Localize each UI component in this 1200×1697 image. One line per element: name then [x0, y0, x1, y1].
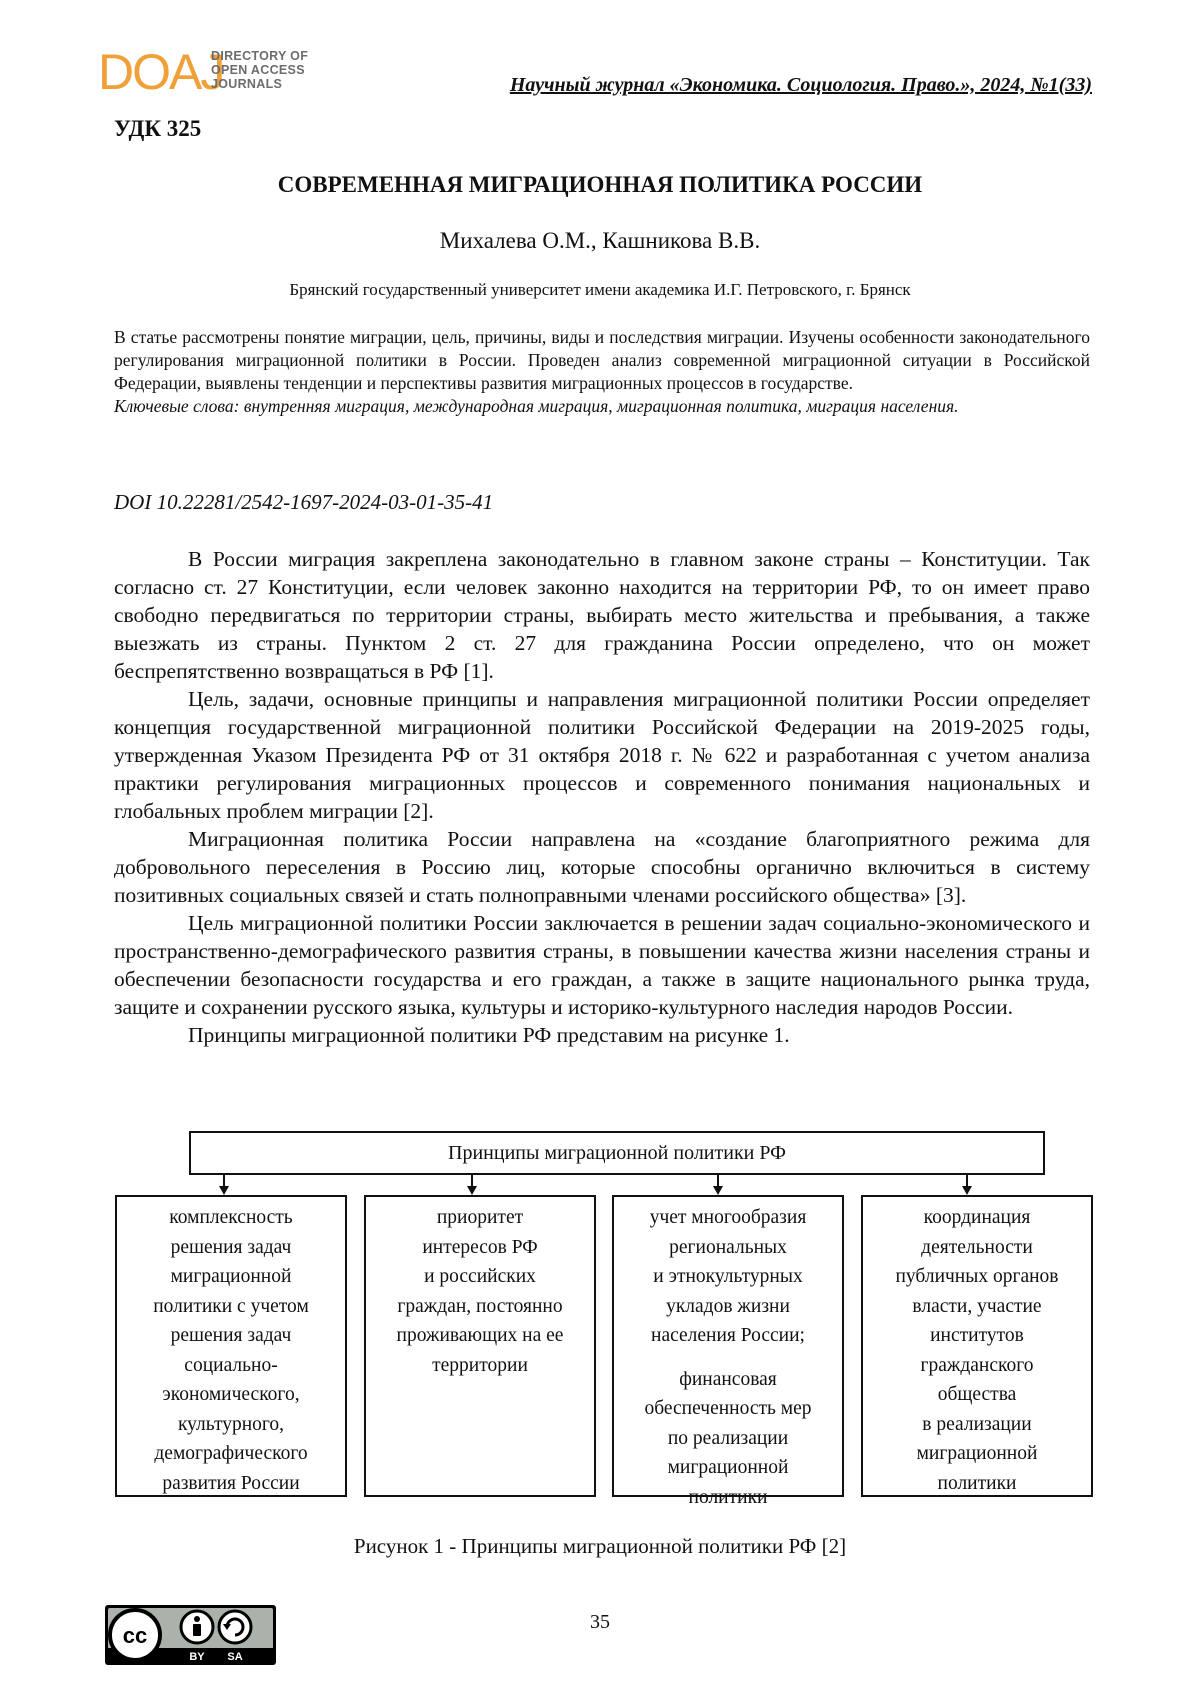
principle-box-line: проживающих на ее	[396, 1325, 564, 1346]
principle-box-line: решения задач	[170, 1236, 292, 1258]
abstract-text: В статье рассмотрены понятие миграции, цель, причины, виды и последствия миграции. Изучены особенности законодательного регулирования миграционной политики в России. Проведен анализ современной миграционной ситуации в Российской Федерации, выявлены тенденции и перспективы развития миграционных процессов в государстве.	[114, 327, 1090, 393]
authors: Михалева О.М., Кашникова В.В.	[439, 228, 761, 253]
principle-box-spacer	[614, 1351, 842, 1365]
udk-code: УДК 325	[114, 116, 202, 141]
principle-box-line: учет многообразия	[649, 1207, 807, 1228]
principle-box-line: финансовая	[679, 1368, 777, 1390]
principle-box-line: интересов РФ	[422, 1236, 538, 1258]
connector-arrow	[713, 1186, 723, 1195]
principle-box-line: политики	[688, 1486, 768, 1508]
principle-box-line: гражданского	[920, 1354, 1034, 1376]
principle-box-line: координация	[923, 1207, 1031, 1228]
license-label-by: BY	[189, 1651, 205, 1663]
principle-box-line: демографического	[154, 1443, 308, 1464]
principle-box-line: миграционной	[667, 1457, 789, 1478]
principle-box-line: решения задач	[170, 1325, 292, 1346]
principle-box-line: деятельности	[921, 1236, 1033, 1258]
principle-box-line: укладов жизни	[666, 1295, 790, 1317]
principle-box-line: культурного,	[177, 1413, 285, 1435]
paragraph: Миграционная политика России направлена на «создание благоприятного режима для добровольного переселения в Россию лиц, которые способны органично включиться в систему позитивных социальных связей и стать полноправными членами российского общества» [3].	[114, 827, 1090, 907]
principle-box-line: региональных	[669, 1236, 787, 1258]
license-label-sa: SA	[227, 1651, 243, 1663]
principle-box	[364, 1195, 596, 1497]
doaj-logo-line: DIRECTORY OF	[211, 49, 309, 63]
keywords: Ключевые слова: внутренняя миграция, международная миграция, миграционная политика, миграция населения.	[114, 396, 959, 416]
svg-text:cc: cc	[122, 1623, 148, 1648]
paragraph: В России миграция закреплена законодательно в главном законе страны – Конституции. Так согласно ст. 27 Конституции, если человек законно находится на территории РФ, то он имеет право свободно передвигаться по территории страны, выбирать место жительства и пребывания, а также выезжать из страны. Пунктом 2 ст. 27 для гражданина России определено, что он может беспрепятственно возвращаться в РФ [1].	[114, 547, 1090, 683]
principle-box-line: приоритет	[436, 1207, 524, 1228]
principle-box	[612, 1195, 844, 1508]
affiliation: Брянский государственный университет имени академика И.Г. Петровского, г. Брянск	[289, 280, 911, 299]
principle-box	[115, 1195, 347, 1497]
figure-header-box: Принципы миграционной политики РФ	[189, 1131, 1045, 1175]
principle-box-line: комплексность	[169, 1207, 293, 1228]
principle-box-line: по реализации	[667, 1427, 789, 1449]
principle-box-line: экономического,	[162, 1384, 300, 1405]
connector-arrow	[219, 1186, 229, 1195]
principle-box-line: и российских	[424, 1266, 536, 1287]
connector-arrow	[962, 1186, 972, 1195]
principle-box-line: политики	[937, 1472, 1017, 1494]
principle-box-line: обеспеченность мер	[644, 1398, 812, 1419]
page-number: 35	[590, 1611, 610, 1633]
figure-caption: Рисунок 1 - Принципы миграционной политики РФ [2]	[353, 1534, 847, 1558]
paragraph: Цель миграционной политики России заключается в решении задач социально-экономического и пространственно-демографического развития страны, в повышении качества жизни населения страны и обеспечении безопасности государства и его граждан, а также в защите национального рынка труда, защите и сохранении русского языка, культуры и историко-культурного наследия народов России.	[114, 911, 1090, 1019]
paragraph: Цель, задачи, основные принципы и направления миграционной политики России определяет концепция государственной миграционной политики Российской Федерации на 2019-2025 годы, утвержденная Указом Президента РФ от 31 октября 2018 г. № 622 и разработанная с учетом анализа практики регулирования миграционных процессов и современного понимания национальных и глобальных проблем миграции [2].	[114, 687, 1090, 823]
principle-box-line: политики с учетом	[153, 1295, 309, 1317]
principle-box-line: публичных органов	[895, 1266, 1059, 1287]
doaj-logo-line: OPEN ACCESS	[211, 63, 305, 77]
principle-box-line: развития России	[162, 1472, 300, 1494]
principle-box-line: миграционной	[916, 1443, 1038, 1464]
doaj-logo-line: JOURNALS	[211, 77, 283, 91]
connector-arrow	[467, 1186, 477, 1195]
principle-box-line: территории	[432, 1354, 528, 1376]
principle-box-line: граждан, постоянно	[397, 1295, 563, 1317]
doaj-logo-mark: DOAJ	[98, 44, 224, 100]
principle-box-line: в реализации	[922, 1413, 1032, 1435]
principle-box	[861, 1195, 1093, 1497]
principle-box-line: миграционной	[170, 1266, 292, 1287]
principle-box-line: и этнокультурных	[653, 1266, 803, 1287]
principle-box-line: населения России;	[651, 1325, 805, 1346]
paragraph: Принципы миграционной политики РФ представим на рисунке 1.	[188, 1023, 790, 1047]
principle-box-line: общества	[937, 1384, 1017, 1405]
doi: DOI 10.22281/2542-1697-2024-03-01-35-41	[114, 490, 494, 514]
principle-box-line: институтов	[930, 1325, 1024, 1346]
article-title: СОВРЕМЕННАЯ МИГРАЦИОННАЯ ПОЛИТИКА РОССИИ	[277, 172, 923, 197]
principle-box-line: социально-	[184, 1354, 278, 1376]
journal-header: Научный журнал «Экономика. Социология. Право.», 2024, №1(33)	[509, 74, 1092, 96]
principle-box-line: власти, участие	[912, 1295, 1042, 1317]
